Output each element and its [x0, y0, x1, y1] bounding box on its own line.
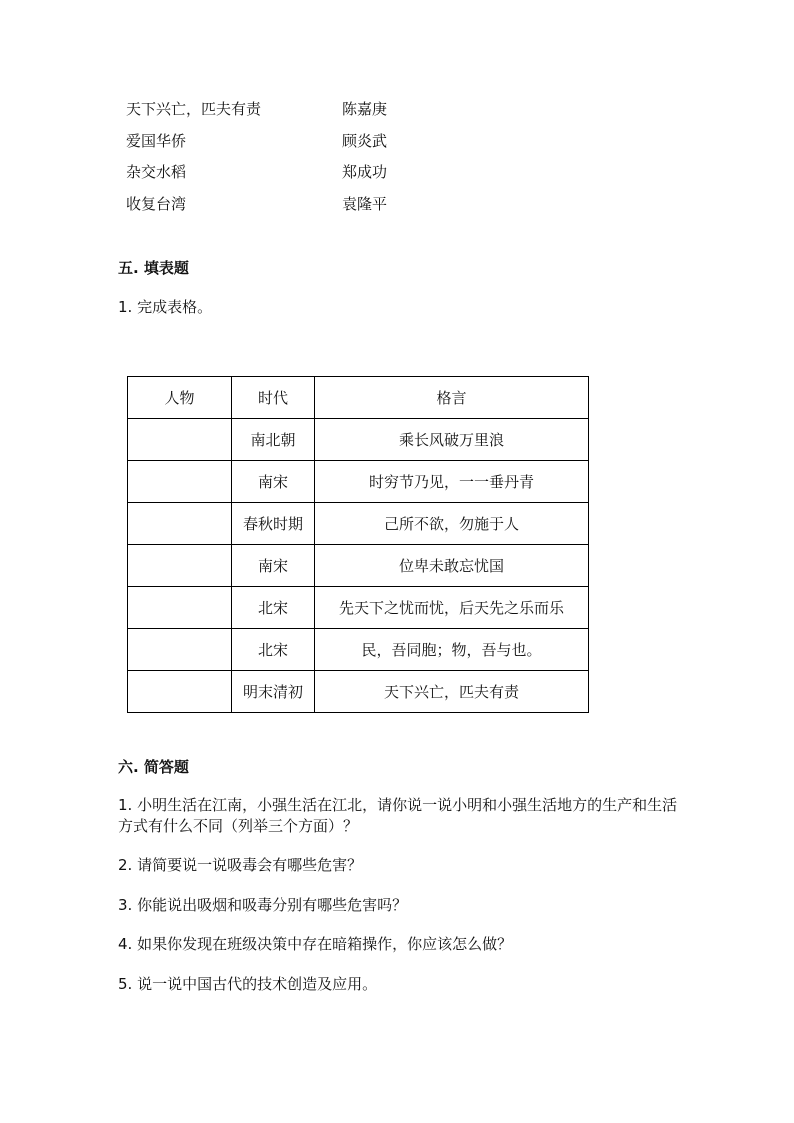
table-header-cell: 时代: [232, 377, 315, 419]
matching-right-item: 郑成功: [342, 163, 388, 181]
person-cell[interactable]: [128, 671, 232, 713]
question-item: 2. 请简要说一说吸毒会有哪些危害？: [118, 856, 363, 874]
era-cell: 南北朝: [232, 419, 315, 461]
question-item: 1. 完成表格。: [118, 298, 213, 316]
table-row: [128, 419, 589, 461]
section-title-short-answer: 六. 简答题: [118, 758, 189, 776]
era-cell: 北宋: [232, 629, 315, 671]
fill-table: [127, 376, 589, 713]
motto-cell: 己所不欲，勿施于人: [315, 503, 589, 545]
table-row: [128, 587, 589, 629]
person-cell[interactable]: [128, 545, 232, 587]
table-row: [128, 671, 589, 713]
motto-cell: 先天下之忧而忧，后天先之乐而乐: [315, 587, 589, 629]
era-cell: 春秋时期: [232, 503, 315, 545]
motto-cell: 民，吾同胞；物，吾与也。: [315, 629, 589, 671]
table-header-cell: 人物: [128, 377, 232, 419]
matching-right-item: 陈嘉庚: [342, 100, 388, 118]
era-cell: 北宋: [232, 587, 315, 629]
table-row: [128, 461, 589, 503]
section-title-fill-table: 五. 填表题: [118, 259, 189, 277]
table-row: [128, 503, 589, 545]
motto-cell: 乘长风破万里浪: [315, 419, 589, 461]
person-cell[interactable]: [128, 629, 232, 671]
era-cell: 南宋: [232, 461, 315, 503]
motto-cell: 天下兴亡，匹夫有责: [315, 671, 589, 713]
question-item: 1. 小明生活在江南，小强生活在江北，请你说一说小明和小强生活地方的生产和生活方式有什么不同（列举三个方面）？: [118, 796, 678, 835]
matching-left-item: 收复台湾: [126, 194, 187, 213]
person-cell[interactable]: [128, 419, 232, 461]
matching-row: [126, 193, 426, 225]
era-cell: 明末清初: [232, 671, 315, 713]
table-row: [128, 629, 589, 671]
table-row: [128, 545, 589, 587]
matching-left-item: 天下兴亡，匹夫有责: [126, 100, 262, 118]
person-cell[interactable]: [128, 461, 232, 503]
motto-cell: 位卑未敢忘忧国: [315, 545, 589, 587]
matching-row: [126, 98, 426, 130]
matching-left-item: 杂交水稻: [126, 163, 187, 181]
table-header-row: [128, 377, 589, 419]
matching-left-item: 爱国华侨: [126, 131, 187, 150]
matching-exercise: [126, 98, 426, 224]
matching-right-item: 袁隆平: [342, 194, 388, 213]
person-cell[interactable]: [128, 503, 232, 545]
matching-row: [126, 130, 426, 162]
matching-right-item: 顾炎武: [342, 131, 388, 150]
matching-row: [126, 161, 426, 193]
question-item: 5. 说一说中国古代的技术创造及应用。: [118, 975, 378, 993]
question-item: 4. 如果你发现在班级决策中存在暗箱操作，你应该怎么做？: [118, 935, 513, 953]
question-item: 3. 你能说出吸烟和吸毒分别有哪些危害吗？: [118, 896, 408, 914]
person-cell[interactable]: [128, 587, 232, 629]
table-header-cell: 格言: [315, 377, 589, 419]
era-cell: 南宋: [232, 545, 315, 587]
motto-cell: 时穷节乃见，一一垂丹青: [315, 461, 589, 503]
